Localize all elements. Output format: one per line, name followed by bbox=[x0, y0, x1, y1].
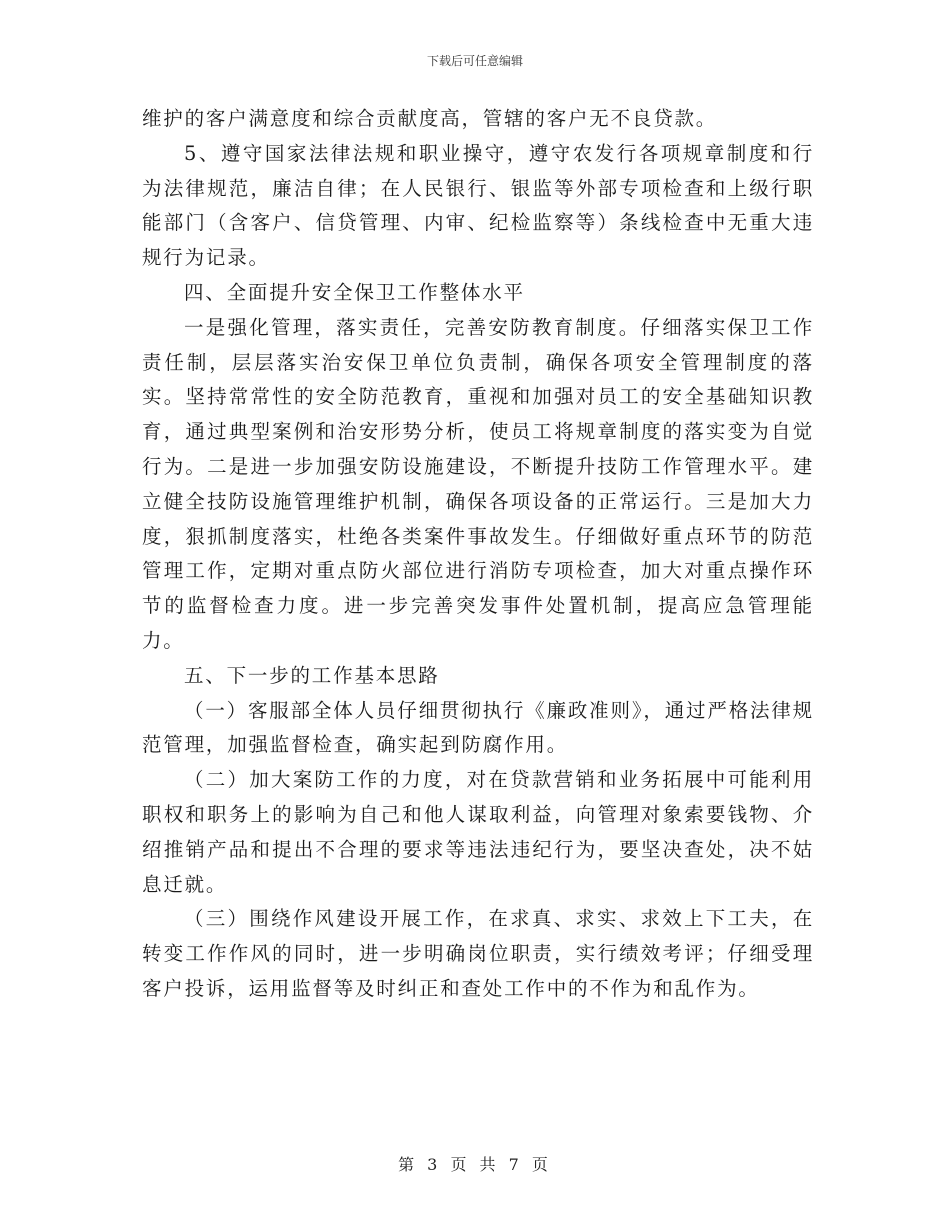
page-number: 第 3 页 共 7 页 bbox=[398, 1155, 552, 1174]
paragraph-6: （三）围绕作风建设开展工作，在求真、求实、求效上下工夫，在转变工作作风的同时，进一步明确岗位职责，实行绩效考评；仔细受理客户投诉，运用监督等及时纠正和查处工作中的不作为和乱作为。 bbox=[142, 907, 814, 1000]
document-body bbox=[142, 102, 814, 1007]
section-heading-5: 五、下一步的工作基本思路 bbox=[184, 663, 440, 687]
section-heading-4: 四、全面提升安全保卫工作整体水平 bbox=[184, 280, 525, 304]
paragraph-5: （二）加大案防工作的力度，对在贷款营销和业务拓展中可能利用职权和职务上的影响为自己和他人谋取利益，向管理对象索要钱物、介绍推销产品和提出不合理的要求等违法违纪行为，要坚决查处，决不姑息迁就。 bbox=[142, 768, 814, 896]
page-header-note: 下载后可任意编辑 bbox=[426, 54, 523, 68]
paragraph-4: （一）客服部全体人员仔细贯彻执行《廉政准则》，通过严格法律规范管理，加强监督检查，确实起到防腐作用。 bbox=[142, 698, 814, 757]
paragraph-1: 维护的客户满意度和综合贡献度高，管辖的客户无不良贷款。 bbox=[142, 107, 718, 130]
paragraph-2: 5、遵守国家法律法规和职业操守，遵守农发行各项规章制度和行为法律规范，廉洁自律；在人民银行、银监等外部专项检查和上级行职能部门（含客户、信贷管理、内审、纪检监察等）条线检查中无重大违规行为记录。 bbox=[142, 141, 814, 270]
paragraph-3: 一是强化管理，落实责任，完善安防教育制度。仔细落实保卫工作责任制，层层落实治安保卫单位负责制，确保各项安全管理制度的落实。坚持常常性的安全防范教育，重视和加强对员工的安全基础知识教育，通过典型案例和治安形势分析，使员工将规章制度的落实变为自觉行为。二是进一步加强安防设施建设，不断提升技防工作管理水平。建立健全技防设施管理维护机制，确保各项设备的正常运行。三是加大力度，狠抓制度落实，杜绝各类案件事故发生。仔细做好重点环节的防范管理工作，定期对重点防火部位进行消防专项检查，加大对重点操作环节的监督检查力度。进一步完善突发事件处置机制，提高应急管理能力。 bbox=[142, 315, 814, 652]
